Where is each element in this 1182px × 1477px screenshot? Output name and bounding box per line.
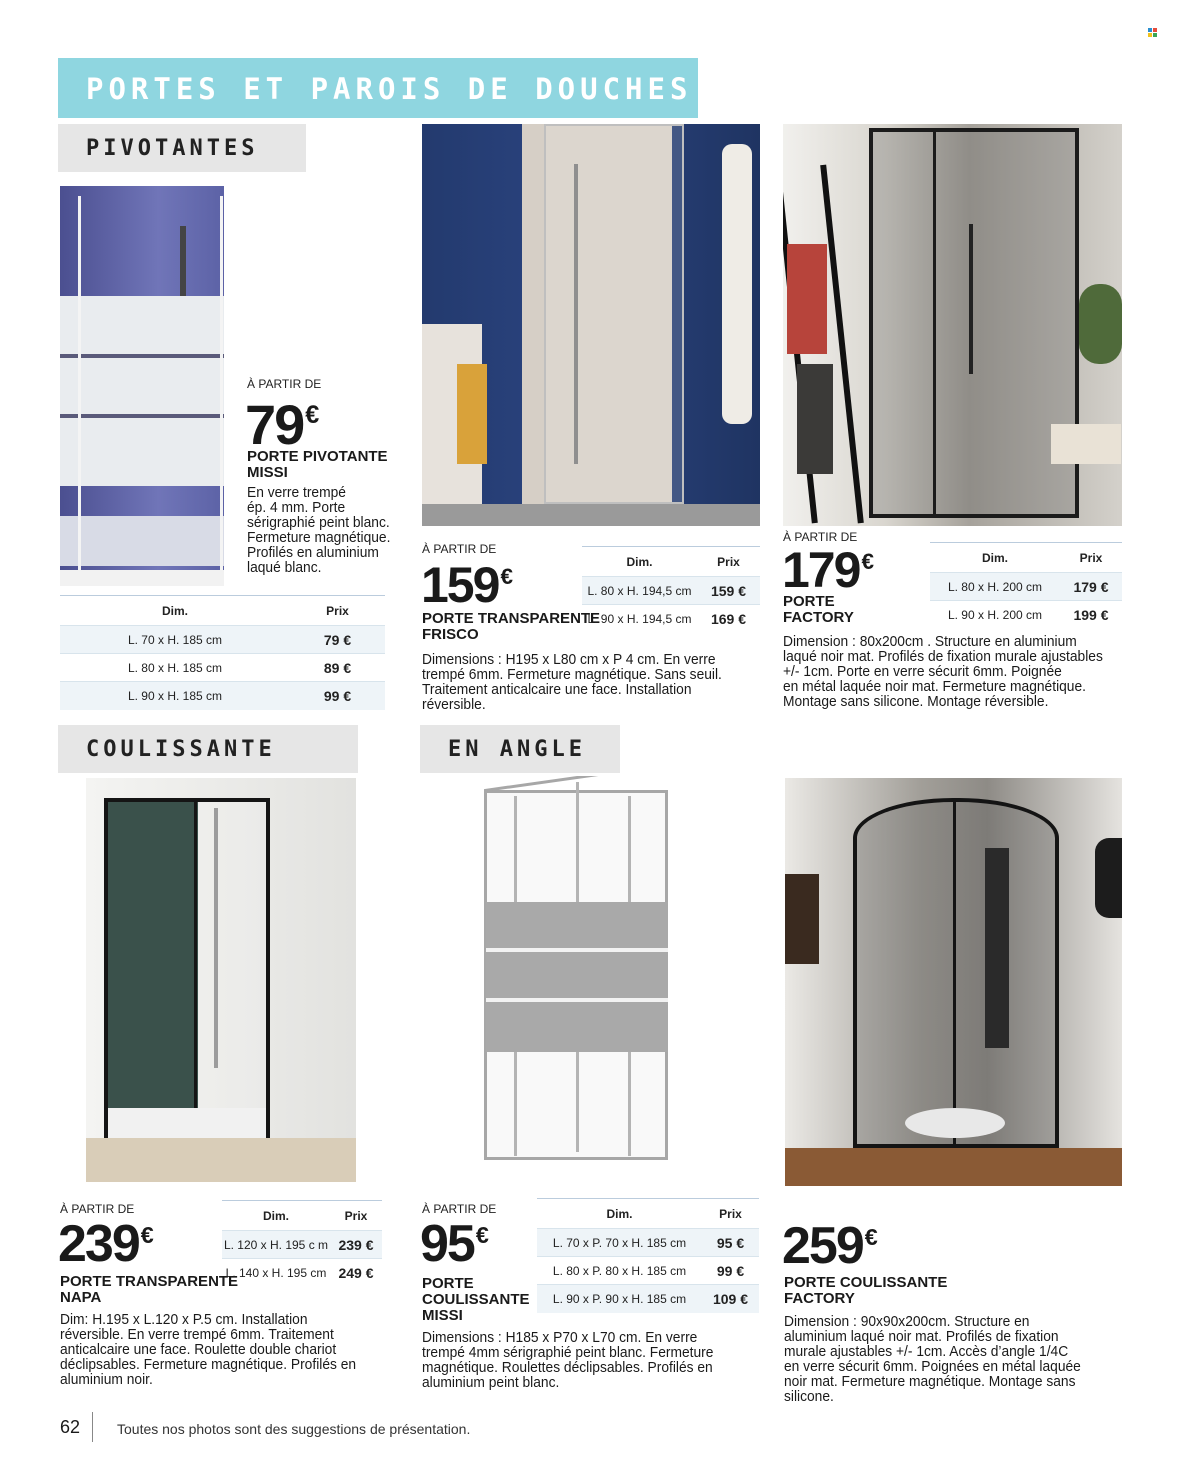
dim-cell: L. 80 x H. 200 cm	[930, 573, 1060, 601]
desc-line: aluminium laqué noir mat. Profilés de fixation	[784, 1328, 1059, 1345]
name-line: PORTE	[783, 593, 835, 610]
price-cell: 109 €	[702, 1285, 759, 1313]
page-number: 62	[60, 1417, 81, 1437]
from-label-missi-pivotante: À PARTIR DE	[247, 377, 322, 391]
price-cell: 169 €	[697, 605, 760, 633]
price-missi-pivotante	[245, 393, 320, 456]
desc-line: anticalcaire une face. Roulette double chariot	[60, 1341, 337, 1358]
price-cell: 159 €	[697, 577, 760, 605]
price-cell: 199 €	[1060, 601, 1122, 629]
table-row	[222, 1231, 382, 1259]
desc-line: aluminium noir.	[60, 1371, 153, 1388]
name-line: MISSI	[422, 1307, 463, 1324]
col-prix: Prix	[1060, 543, 1122, 573]
currency: €	[475, 1222, 489, 1248]
desc-line: Dimensions : H195 x L80 cm x P 4 cm. En verre	[422, 651, 716, 668]
table-row	[537, 1229, 759, 1257]
name-line: PORTE TRANSPARENTE	[422, 610, 601, 627]
price-factory	[782, 542, 874, 598]
table-row	[537, 1257, 759, 1285]
price-table-factory	[930, 542, 1122, 629]
price-cell: 99 €	[702, 1257, 759, 1285]
from-label-napa: À PARTIR DE	[60, 1202, 135, 1216]
desc-line: En verre trempé	[247, 484, 346, 501]
desc-line: +/- 1cm. Porte en verre sécurit 6mm. Poignée	[783, 663, 1062, 680]
price-value: 259	[782, 1217, 863, 1275]
table-row	[222, 1259, 382, 1287]
price-table-missi-pivotante	[60, 595, 385, 710]
price-frisco	[421, 557, 513, 613]
photo-porte-frisco	[422, 124, 760, 526]
product-desc-missi-pivotante	[247, 485, 403, 575]
desc-line: réversible. En verre trempé 6mm. Traitement	[60, 1326, 334, 1343]
desc-line: Dimensions : H185 x P70 x L70 cm. En verre	[422, 1329, 698, 1346]
desc-line: laqué noir mat. Profilés de fixation murale ajustables	[783, 648, 1103, 665]
product-name-frisco	[422, 611, 600, 643]
currency: €	[305, 401, 320, 429]
name-line: NAPA	[60, 1289, 102, 1306]
col-prix: Prix	[330, 1201, 382, 1231]
name-line: FRISCO	[422, 626, 479, 643]
col-dim: Dim.	[222, 1201, 330, 1231]
corner-mark-icon	[1148, 28, 1158, 38]
dim-cell: L. 80 x P. 80 x H. 185 cm	[537, 1257, 702, 1285]
desc-line: aluminium peint blanc.	[422, 1374, 560, 1391]
dim-cell: L. 80 x H. 194,5 cm	[582, 577, 697, 605]
dim-cell: L. 70 x H. 185 cm	[60, 626, 290, 654]
section-title-coulissante: COULISSANTE	[86, 737, 276, 762]
name-line: PORTE TRANSPARENTE	[60, 1273, 239, 1290]
product-desc-napa	[60, 1312, 387, 1387]
product-desc-factory-coulissante	[784, 1314, 1115, 1404]
product-name-missi-coulissante	[422, 1276, 530, 1324]
dim-cell: L. 90 x H. 185 cm	[60, 682, 290, 710]
product-name-missi-pivotante	[247, 449, 388, 481]
page-title: PORTES ET PAROIS DE DOUCHES	[86, 72, 693, 106]
from-label-missi-coulissante: À PARTIR DE	[422, 1202, 497, 1216]
desc-line: murale ajustables +/- 1cm. Accès d’angle 1/4C	[784, 1343, 1069, 1360]
table-row	[60, 626, 385, 654]
dim-cell: L. 90 x P. 90 x H. 185 cm	[537, 1285, 702, 1313]
desc-line: Montage sans silicone. Montage réversible.	[783, 693, 1049, 710]
section-title-en-angle: EN ANGLE	[448, 737, 586, 762]
price-table-frisco	[582, 546, 760, 633]
currency: €	[864, 1224, 878, 1250]
price-cell: 89 €	[290, 654, 385, 682]
currency: €	[500, 564, 513, 589]
price-napa	[58, 1215, 154, 1273]
table-row	[60, 654, 385, 682]
product-name-factory	[783, 594, 854, 626]
col-prix: Prix	[702, 1199, 759, 1229]
desc-line: déclipsables. Fermeture magnétique. Profilés en	[60, 1356, 357, 1373]
name-line: MISSI	[247, 464, 288, 481]
name-line: PORTE	[422, 1275, 474, 1292]
name-line: PORTE PIVOTANTE	[247, 448, 388, 465]
from-label-factory: À PARTIR DE	[783, 530, 858, 544]
col-dim: Dim.	[930, 543, 1060, 573]
photo-porte-napa	[86, 778, 356, 1182]
desc-line: Dimension : 80x200cm . Structure en aluminium	[783, 633, 1077, 650]
product-name-factory-coulissante	[784, 1275, 947, 1307]
desc-line: en métal laquée noir mat. Fermeture magnétique.	[783, 678, 1086, 695]
product-desc-frisco	[422, 652, 753, 712]
name-line: FACTORY	[784, 1290, 855, 1307]
from-label-frisco: À PARTIR DE	[422, 542, 497, 556]
currency: €	[861, 549, 874, 574]
col-dim: Dim.	[60, 596, 290, 626]
desc-line: trempé 4mm sérigraphié peint blanc. Fermeture	[422, 1344, 714, 1361]
currency: €	[140, 1222, 154, 1248]
price-missi-coulissante	[420, 1215, 489, 1273]
desc-line: noir mat. Fermeture magnétique. Montage sans	[784, 1373, 1076, 1390]
desc-line: Profilés en aluminium	[247, 544, 379, 561]
name-line: COULISSANTE	[422, 1291, 530, 1308]
table-row	[60, 682, 385, 710]
table-row	[930, 573, 1122, 601]
table-row	[582, 577, 760, 605]
col-dim: Dim.	[537, 1199, 702, 1229]
name-line: PORTE COULISSANTE	[784, 1274, 948, 1291]
col-dim: Dim.	[582, 547, 697, 577]
table-row	[582, 605, 760, 633]
desc-line: Fermeture magnétique.	[247, 529, 391, 546]
footer-divider	[92, 1412, 93, 1442]
photo-porte-factory	[783, 124, 1122, 526]
name-line: FACTORY	[783, 609, 854, 626]
desc-line: réversible.	[422, 696, 486, 713]
price-factory-coulissante	[782, 1217, 878, 1275]
footer-note: Toutes nos photos sont des suggestions de présentation.	[117, 1421, 471, 1437]
dim-cell: L. 140 x H. 195 cm	[222, 1259, 330, 1287]
dim-cell: L. 80 x H. 185 cm	[60, 654, 290, 682]
product-name-napa	[60, 1274, 238, 1306]
price-cell: 99 €	[290, 682, 385, 710]
photo-porte-coulissante-factory	[785, 778, 1122, 1186]
desc-line: magnétique. Roulettes déclipsables. Profilés en	[422, 1359, 713, 1376]
price-cell: 79 €	[290, 626, 385, 654]
price-value: 95	[420, 1215, 474, 1273]
photo-porte-coulissante-missi	[478, 776, 676, 1168]
product-desc-factory	[783, 634, 1123, 709]
price-value: 159	[421, 557, 499, 613]
price-cell: 179 €	[1060, 573, 1122, 601]
section-title-pivotantes: PIVOTANTES	[86, 136, 259, 161]
price-cell: 249 €	[330, 1259, 382, 1287]
desc-line: laqué blanc.	[247, 559, 322, 576]
desc-line: en verre sécurit 6mm. Poignées en métal laquée	[784, 1358, 1081, 1375]
table-row	[537, 1285, 759, 1313]
desc-line: trempé 6mm. Fermeture magnétique. Sans seuil.	[422, 666, 722, 683]
photo-porte-pivotante-missi	[60, 186, 224, 586]
desc-line: Dim: H.195 x L.120 x P.5 cm. Installation	[60, 1311, 308, 1328]
price-value: 239	[58, 1215, 139, 1273]
dim-cell: L. 90 x H. 200 cm	[930, 601, 1060, 629]
desc-line: sérigraphié peint blanc.	[247, 514, 390, 531]
price-cell: 239 €	[330, 1231, 382, 1259]
product-desc-missi-coulissante	[422, 1330, 744, 1390]
price-table-napa	[222, 1200, 382, 1287]
price-table-missi-coulissante	[537, 1198, 759, 1313]
desc-line: silicone.	[784, 1388, 834, 1405]
col-prix: Prix	[697, 547, 760, 577]
desc-line: Traitement anticalcaire une face. Installation	[422, 681, 692, 698]
dim-cell: L. 70 x P. 70 x H. 185 cm	[537, 1229, 702, 1257]
desc-line: Dimension : 90x90x200cm. Structure en	[784, 1313, 1030, 1330]
dim-cell: L. 120 x H. 195 c m	[222, 1231, 330, 1259]
dim-cell: L. 90 x H. 194,5 cm	[582, 605, 697, 633]
col-prix: Prix	[290, 596, 385, 626]
price-cell: 95 €	[702, 1229, 759, 1257]
price-value: 179	[782, 542, 860, 598]
desc-line: ép. 4 mm. Porte	[247, 499, 346, 516]
table-row	[930, 601, 1122, 629]
price-value: 79	[245, 393, 304, 456]
